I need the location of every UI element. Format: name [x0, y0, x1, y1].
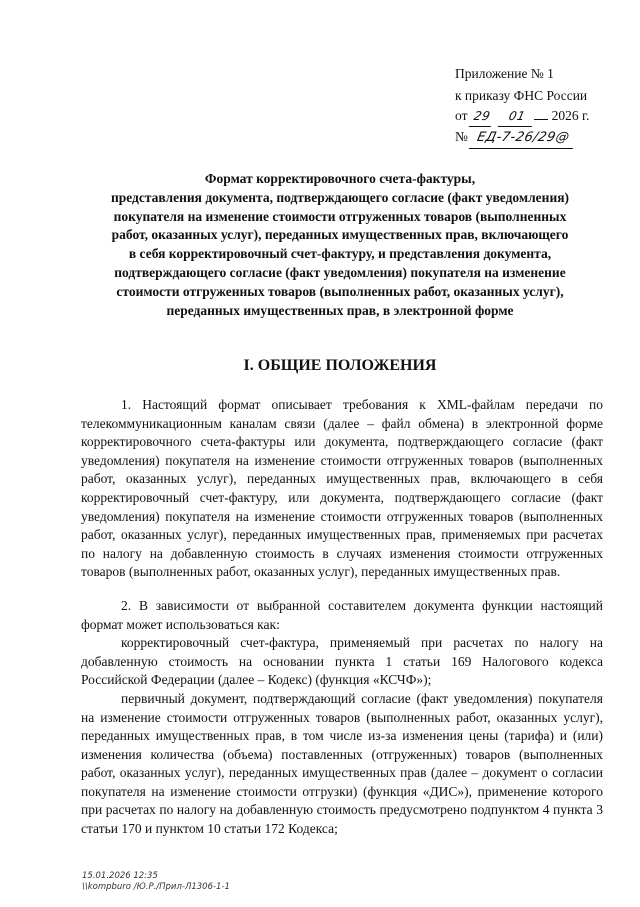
title-line: представления документа, подтверждающего согласие (факт уведомления)	[110, 189, 570, 205]
date-prefix: от	[455, 108, 468, 123]
date-year: 2026 г.	[551, 108, 590, 123]
title-line: подтверждающего согласие (факт уведомления) покупателя на изменение	[114, 264, 566, 280]
title-line: переданных имущественных прав, в электронной форме	[166, 302, 514, 318]
footer-path: \\kompburo /Ю.Р./Прил-Л1306-1-1	[82, 882, 230, 892]
title-line: Формат корректировочного счета-фактуры,	[204, 171, 476, 186]
title-line: работ, оказанных услуг), переданных имущественных прав, включающего	[111, 227, 569, 243]
footer-timestamp: 15.01.2026 12:35	[82, 871, 158, 881]
appendix-date	[455, 106, 615, 127]
paragraph-dis: первичный документ, подтверждающий согласие (факт уведомления) покупателя на изменение стоимости отгруженных товаров (выполненных работ, оказанных услуг), переданных имущественных прав, в том числе из-за изменения цены (тарифа) и (или) изменения количества (объема) поставленных (отгруженных) товаров (выполненных работ, оказанных услуг), переданных имущественных прав (далее – документ о согласии покупателя на изменение стоимости отгрузки) (функция «ДИС»), применение которого при расчетах по налогу на добавленную стоимость предусмотрено подпунктом 4 пункта 3 статьи 170 и пунктом 10 статьи 172 Кодекса;	[81, 690, 603, 837]
handwritten-month: 01	[498, 106, 536, 127]
handwritten-day: 29	[469, 106, 495, 127]
appendix-number	[455, 127, 615, 149]
appendix-block	[455, 64, 615, 149]
section-heading: I. ОБЩИЕ ПОЛОЖЕНИЯ	[243, 357, 437, 374]
paragraph-1: 1. Настоящий формат описывает требования к XML-файлам передачи по телекоммуникационным каналам связи (далее – файл обмена) в электронной форме корректировочного счета-фактуры или документа, подтверждающего согласие (факт уведомления) покупателя на изменение стоимости отгруженных товаров (выполненных работ, оказанных услуг), переданных имущественных прав, включающего в себя корректировочный счет-фактуру, или документа, подтверждающего согласие (факт уведомления) покупателя на изменение стоимости отгруженных товаров (выполненных работ, оказанных услуг), переданных имущественных прав, применяемых при расчетах по налогу на добавленную стоимость в случаях изменения стоимости отгруженных товаров (выполненных работ, оказанных услуг), переданных имущественных прав.	[81, 397, 603, 580]
paragraph-ksf: корректировочный счет-фактура, применяемый при расчетах по налогу на добавленную стоимость на основании пункта 1 статьи 169 Налогового кодекса Российской Федерации (далее – Кодекс) (функция «КСЧФ»);	[81, 635, 603, 688]
appendix-order-ref: к приказу ФНС России	[455, 88, 588, 103]
title-line: покупателя на изменение стоимости отгруженных товаров (выполненных	[113, 208, 567, 224]
title-line: в себя корректировочный счет-фактуру, и представления документа,	[128, 246, 552, 262]
footer-meta	[82, 871, 230, 893]
document-title	[80, 170, 600, 320]
title-line: стоимости отгруженных товаров (выполненных работ, оказанных услуг),	[116, 283, 564, 299]
number-prefix: №	[455, 129, 468, 144]
appendix-title: Приложение № 1	[455, 66, 554, 81]
paragraph-2: 2. В зависимости от выбранной составителем документа функции настоящий формат может использоваться как:	[81, 597, 603, 632]
body-text	[81, 381, 603, 839]
date-underline	[534, 107, 548, 120]
handwritten-number: ЕД-7-26/29@	[469, 128, 577, 149]
